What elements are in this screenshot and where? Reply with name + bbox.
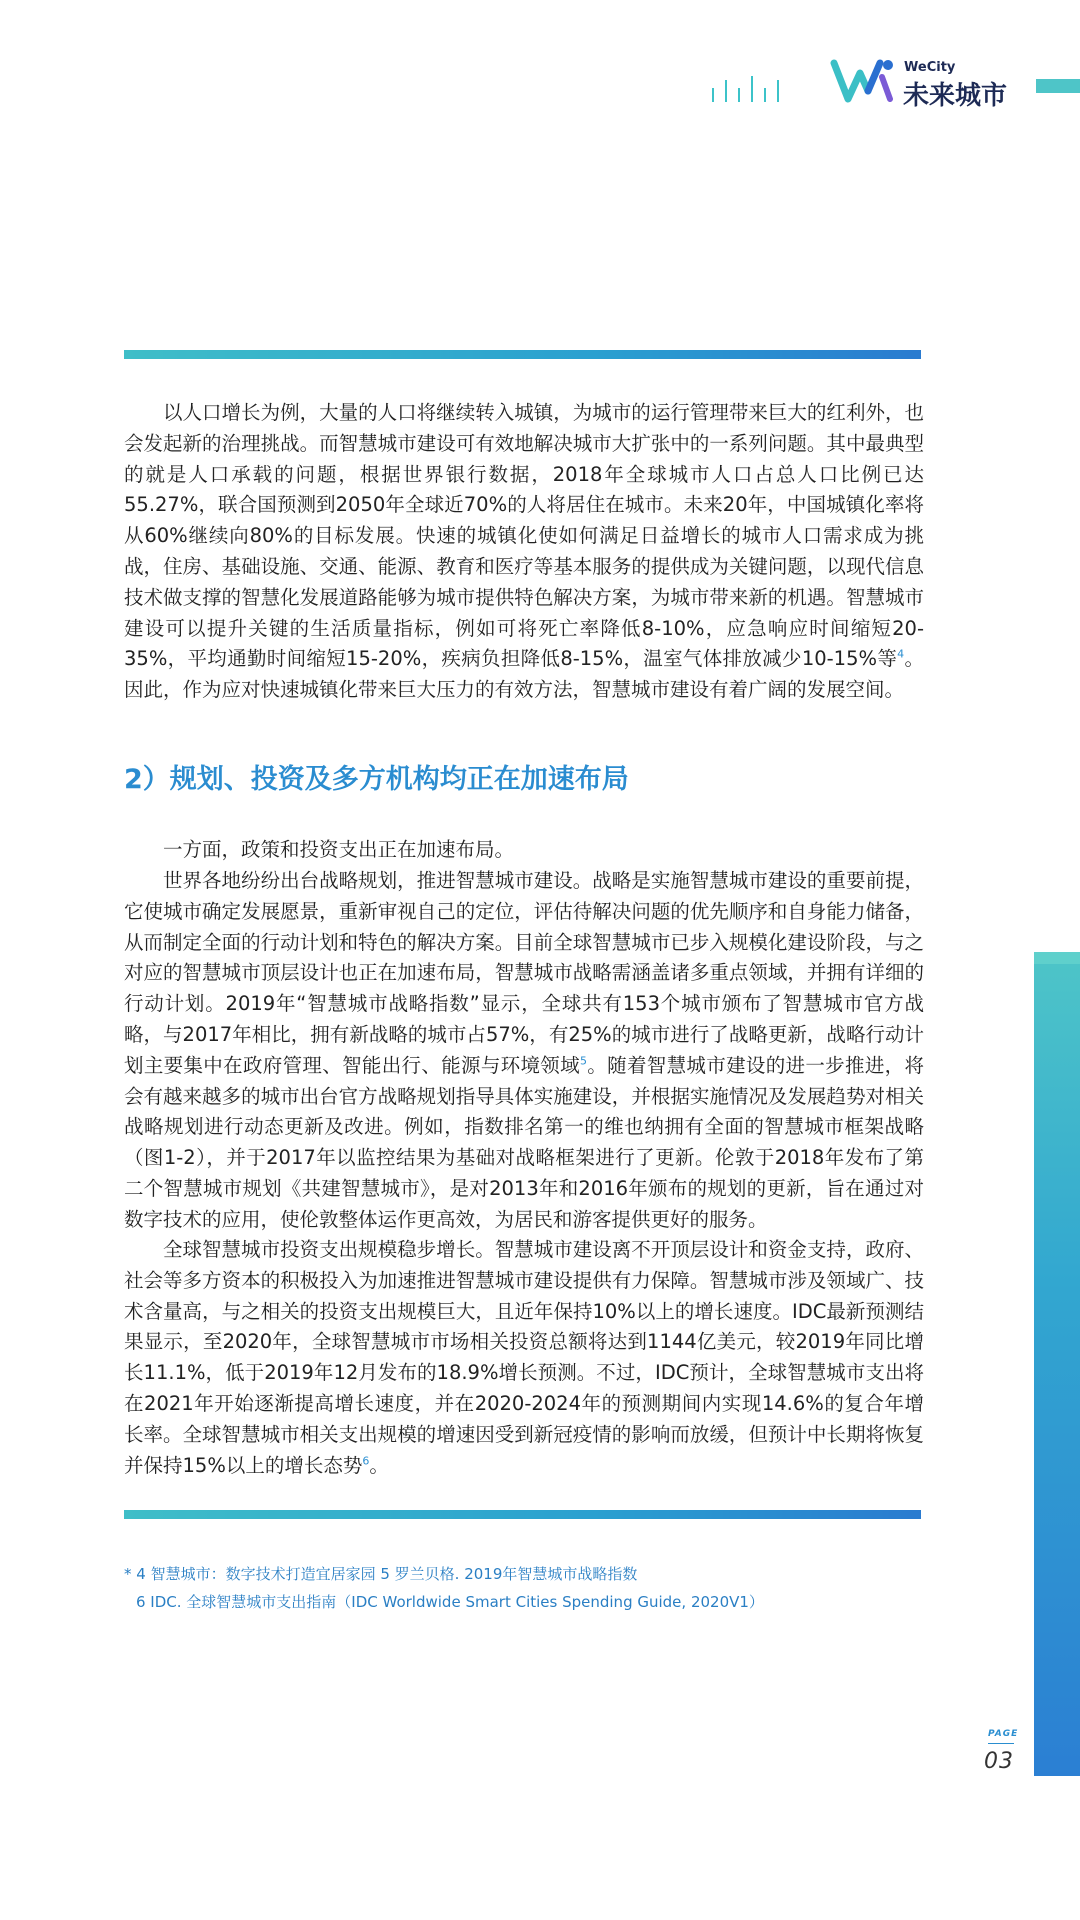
- footnote-ref-6: 6: [362, 1454, 370, 1468]
- page-number: 03: [984, 1749, 1014, 1774]
- paragraph-text-tail: 。随着智慧城市建设的进一步推进，将会有越来越多的城市出台官方战略规划指导具体实施建设，并根据实施情况及发展趋势对相关战略规划进行动态更新及改进。例如，指数排名第一的维也纳拥有全面的智慧城市框架战略（图1-2），并于2017年以监控结果为基础对战略框架进行了更新。伦敦于2018年发布了第二个智慧城市规划《共建智慧城市》，是对2013年和2016年颁布的规划的更新，旨在通过对数字技术的应用，使伦敦整体运作更高效，为居民和游客提供更好的服务。: [124, 1053, 924, 1231]
- page-label-rule: [988, 1743, 1014, 1744]
- top-right-accent-tab: [1036, 79, 1080, 93]
- footnote-star: *: [124, 1565, 132, 1583]
- wecity-logo: [830, 55, 1010, 110]
- paragraph-investment: [124, 1235, 924, 1481]
- header-tick-marks: [712, 72, 782, 102]
- paragraph-intro: 一方面，政策和投资支出正在加速布局。: [163, 838, 515, 861]
- page-label: PAGE: [988, 1729, 1019, 1739]
- top-divider: [124, 350, 921, 359]
- brand-name-cn: 未来城市: [903, 81, 1008, 111]
- footnote-line-2: [124, 1588, 764, 1616]
- footnote-text-1: 4 智慧城市：数字技术打造宜居家园 5 罗兰贝格. 2019年智慧城市战略指数: [131, 1565, 638, 1583]
- paragraph-strategy: [124, 866, 924, 1236]
- paragraph-urbanization: [124, 398, 924, 706]
- right-accent-bar-cap: [1034, 952, 1080, 964]
- bottom-divider: [124, 1510, 921, 1519]
- wecity-w-icon: [830, 55, 900, 107]
- paragraph-text: 世界各地纷纷出台战略规划，推进智慧城市建设。战略是实施智慧城市建设的重要前提，它使城市确定发展愿景，重新审视自己的定位，评估待解决问题的优先顺序和自身能力储备，从而制定全面的行动计划和特色的解决方案。目前全球智慧城市已步入规模化建设阶段，与之对应的智慧城市顶层设计也正在加速布局，智慧城市战略需涵盖诸多重点领域，并拥有详细的行动计划。2019年“智慧城市战略指数”显示，全球共有153个城市颁布了智慧城市官方战略，与2017年相比，拥有新战略的城市占57%，有25%的城市进行了战略更新，战略行动计划主要集中在政府管理、智能出行、能源与环境领域: [124, 869, 924, 1077]
- footnote-text-2: 6 IDC. 全球智慧城市支出指南（IDC Worldwide Smart Cities Spending Guide, 2020V1）: [136, 1593, 764, 1611]
- paragraph-text: 以人口增长为例，大量的人口将继续转入城镇，为城市的运行管理带来巨大的红利外，也会发起新的治理挑战。而智慧城市建设可有效地解决城市大扩张中的一系列问题。其中最典型的就是人口承载的问题，根据世界银行数据，2018年全球城市人口占总人口比例已达55.27%，联合国预测到2050年全球近70%的人将居住在城市。未来20年，中国城镇化率将从60%继续向80%的目标发展。快速的城镇化使如何满足日益增长的城市人口需求成为挑战，住房、基础设施、交通、能源、教育和医疗等基本服务的提供成为关键问题，以现代信息技术做支撑的智慧化发展道路能够为城市提供特色解决方案，为城市带来新的机遇。智慧城市建设可以提升关键的生活质量指标，例如可将死亡率降低8-10%，应急响应时间缩短20-35%，平均通勤时间缩短15-20%，疾病负担降低8-15%，温室气体排放减少10-15%等: [124, 401, 924, 671]
- paragraph-text-tail: 。: [369, 1453, 389, 1477]
- paragraph-text: 全球智慧城市投资支出规模稳步增长。智慧城市建设离不开顶层设计和资金支持，政府、社会等多方资本的积极投入为加速推进智慧城市建设提供有力保障。智慧城市涉及领域广、技术含量高，与之相关的投资支出规模巨大，且近年保持10%以上的增长速度。IDC最新预测结果显示，至2020年，全球智慧城市市场相关投资总额将达到1144亿美元，较2019年同比增长11.1%，低于2019年12月发布的18.9%增长预测。不过，IDC预计，全球智慧城市支出将在2021年开始逐渐提高增长速度，并在2020-2024年的预测期间内实现14.6%的复合年增长率。全球智慧城市相关支出规模的增速因受到新冠疫情的影响而放缓，但预计中长期将恢复并保持15%以上的增长态势: [124, 1238, 924, 1477]
- footnotes: [124, 1560, 764, 1616]
- footnote-line-1: [124, 1560, 764, 1588]
- brand-name-en: WeCity: [904, 60, 956, 75]
- footnote-ref-4: 4: [897, 647, 905, 661]
- right-accent-bar: [1034, 952, 1080, 1776]
- section-heading: 2）规划、投资及多方机构均正在加速布局: [124, 764, 629, 795]
- footnote-ref-5: 5: [579, 1054, 587, 1068]
- paragraph-text-tail: 。因此，作为应对快速城镇化带来巨大压力的有效方法，智慧城市建设有着广阔的发展空间。: [124, 647, 924, 702]
